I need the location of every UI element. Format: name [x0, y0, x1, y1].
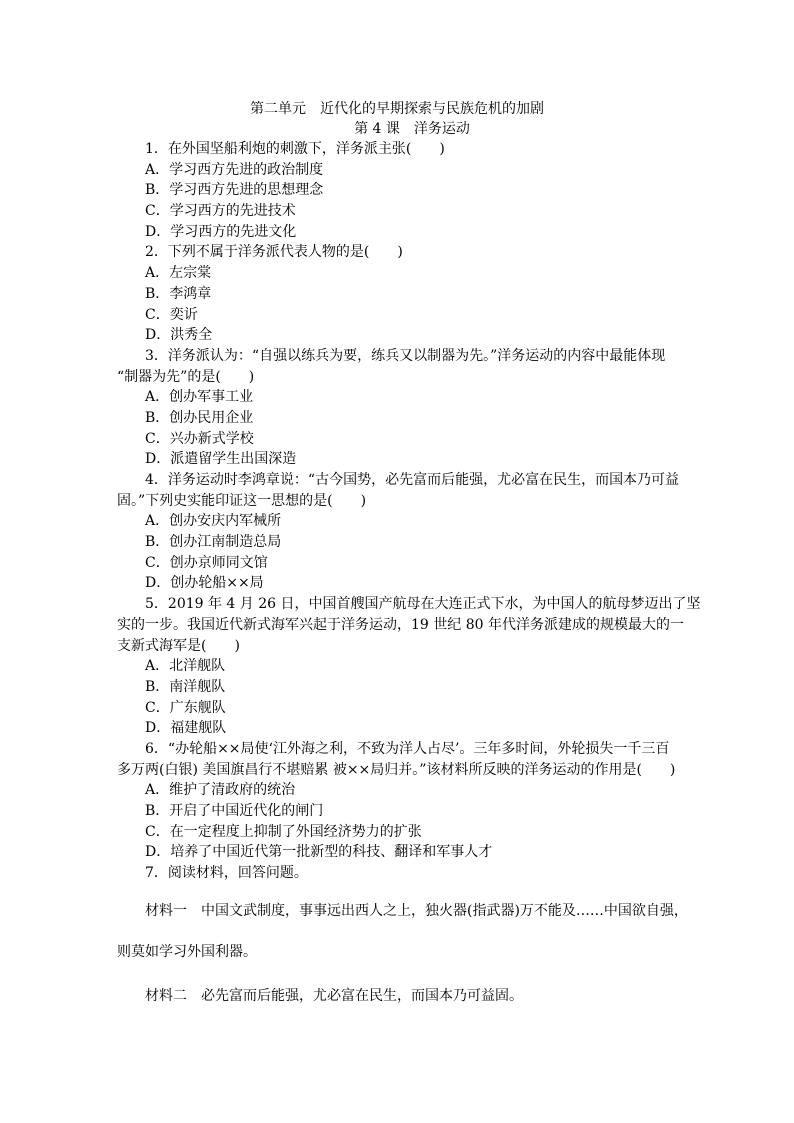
question-4-stem-line-1: 4．洋务运动时李鸿章说：“古今国势，必先富而后能强，尤必富在民生，而国本乃可益 — [145, 472, 680, 488]
question-4-stem-line-2: 固。”下列史实能印证这一思想的是( ) — [117, 492, 367, 509]
question-5-stem-line-2: 实的一步。我国近代新式海军兴起于洋务运动，19 世纪 80 年代洋务派建成的规模最大的一 — [117, 616, 684, 633]
question-2-option-b: B．李鸿章 — [145, 285, 212, 302]
question-5-option-a: A．北洋舰队 — [145, 658, 226, 675]
question-6-stem-line-2: 多万两(白银) 美国旗昌行不堪赔累 被××局归并。”该材料所反映的洋务运动的作用是( ) — [117, 761, 676, 778]
question-3-option-b: B．创办民用企业 — [145, 409, 254, 426]
question-6-option-d: D．培养了中国近代第一批新型的科技、翻译和军事人才 — [145, 844, 493, 861]
question-5-option-b: B．南洋舰队 — [145, 678, 226, 695]
question-1-stem: 1．在外国坚船利炮的刺激下，洋务派主张( ) — [145, 141, 445, 157]
question-3-stem-line-2: “制器为先”的是( ) — [117, 368, 255, 385]
question-3-option-a: A．创办军事工业 — [145, 389, 254, 406]
material-1-line-2: 则莫如学习外国利器。 — [117, 944, 257, 960]
question-1-option-b: B．学习西方先进的思想理念 — [145, 182, 324, 199]
lesson-title: 第 4 课 洋务运动 — [354, 121, 470, 137]
question-6-stem-line-1: 6．“办轮船××局使‘江外海之利，不致为洋人占尽’。三年多时间，外轮损失一千三百 — [145, 740, 670, 757]
question-3-option-d: D．派遣留学生出国深造 — [145, 451, 297, 468]
question-5-option-d: D．福建舰队 — [145, 720, 227, 737]
question-2-stem: 2．下列不属于洋务派代表人物的是( ) — [145, 244, 403, 261]
question-4-option-b: B．创办江南制造总局 — [145, 534, 282, 551]
question-2-option-a: A．左宗棠 — [145, 265, 212, 282]
question-6-option-c: C．在一定程度上抑制了外国经济势力的扩张 — [145, 823, 422, 840]
question-6-option-b: B．开启了中国近代化的闸门 — [145, 803, 324, 819]
question-5-stem-line-1: 5．2019 年 4 月 26 日，中国首艘国产航母在大连正式下水，为中国人的航母梦迈出了坚 — [145, 596, 701, 613]
unit-title: 第二单元 近代化的早期探索与民族危机的加剧 — [250, 101, 544, 117]
question-5-option-c: C．广东舰队 — [145, 699, 226, 716]
question-1-option-c: C．学习西方的先进技术 — [145, 203, 296, 220]
question-4-option-a: A．创办安庆内军械所 — [145, 513, 282, 530]
question-3-option-c: C．兴办新式学校 — [145, 430, 254, 447]
question-3-stem-line-1: 3．洋务派认为：“自强以练兵为要，练兵又以制器为先。”洋务运动的内容中最能体现 — [145, 347, 666, 364]
material-2: 材料二 必先富而后能强，尤必富在民生，而国本乃可益固。 — [145, 988, 523, 1004]
question-2-option-d: D．洪秀全 — [145, 327, 213, 344]
question-4-option-c: C．创办京师同文馆 — [145, 554, 268, 571]
question-4-option-d: D．创办轮船××局 — [145, 575, 264, 592]
question-5-stem-line-3: 支新式海军是( ) — [117, 637, 240, 654]
material-1-line-1: 材料一 中国文武制度，事事远出西人之上，独火器(指武器)万不能及……中国欲自强， — [145, 903, 688, 919]
question-7-stem: 7．阅读材料，回答问题。 — [145, 865, 308, 882]
question-list — [117, 139, 701, 884]
question-2-option-c: C．奕䜣 — [145, 306, 198, 323]
question-1-option-a: A．学习西方先进的政治制度 — [145, 161, 324, 178]
question-6-option-a: A．维护了清政府的统治 — [145, 782, 296, 799]
question-1-option-d: D．学习西方的先进文化 — [145, 223, 297, 240]
